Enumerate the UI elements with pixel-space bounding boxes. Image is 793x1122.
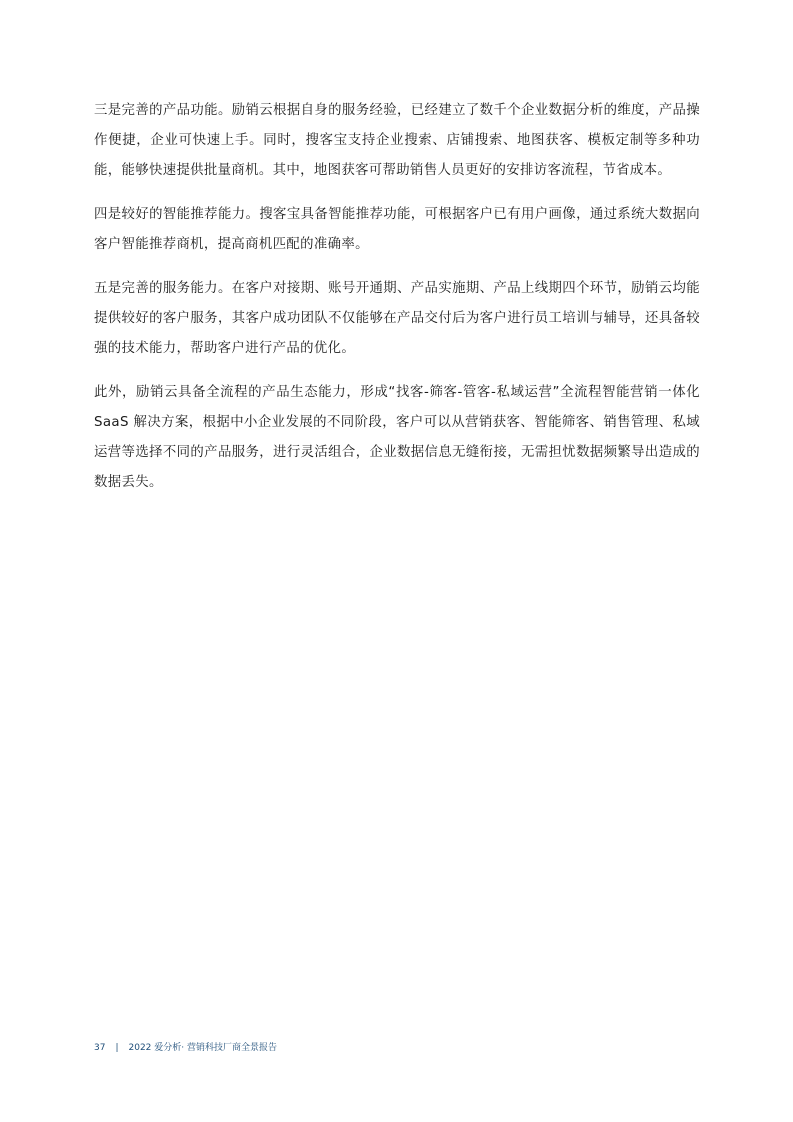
page-number: 37 — [94, 1043, 106, 1053]
paragraph-smart-recommendation: 四是较好的智能推荐能力。搜客宝具备智能推荐功能，可根据客户已有用户画像，通过系统大数据向客户智能推荐商机，提高商机匹配的准确率。 — [94, 207, 700, 252]
page-footer — [94, 1040, 277, 1053]
paragraph-product-features: 三是完善的产品功能。励销云根据自身的服务经验，已经建立了数千个企业数据分析的维度，产品操作便捷，企业可快速上手。同时，搜客宝支持企业搜索、店铺搜索、地图获客、模板定制等多种功能，能够快速提供批量商机。其中，地图获客可帮助销售人员更好的安排访客流程，节省成本。 — [94, 103, 700, 178]
report-title: 2022 爱分析· 营销科技厂商全景报告 — [128, 1043, 277, 1053]
page-body — [94, 96, 700, 512]
paragraph-product-ecosystem: 此外，励销云具备全流程的产品生态能力，形成“找客-筛客-管客-私域运营”全流程智能营销一体化 SaaS 解决方案，根据中小企业发展的不同阶段，客户可以从营销获客、智能筛客、销售管理、私域运营等选择不同的产品服务，进行灵活组合，企业数据信息无缝衔接，无需担忧数据频繁导出造成的数据丢失。 — [94, 385, 700, 490]
paragraph-service-capability: 五是完善的服务能力。在客户对接期、账号开通期、产品实施期、产品上线期四个环节，励销云均能提供较好的客户服务，其客户成功团队不仅能够在产品交付后为客户进行员工培训与辅导，还具备较强的技术能力，帮助客户进行产品的优化。 — [94, 281, 700, 356]
footer-separator: | — [115, 1043, 119, 1053]
